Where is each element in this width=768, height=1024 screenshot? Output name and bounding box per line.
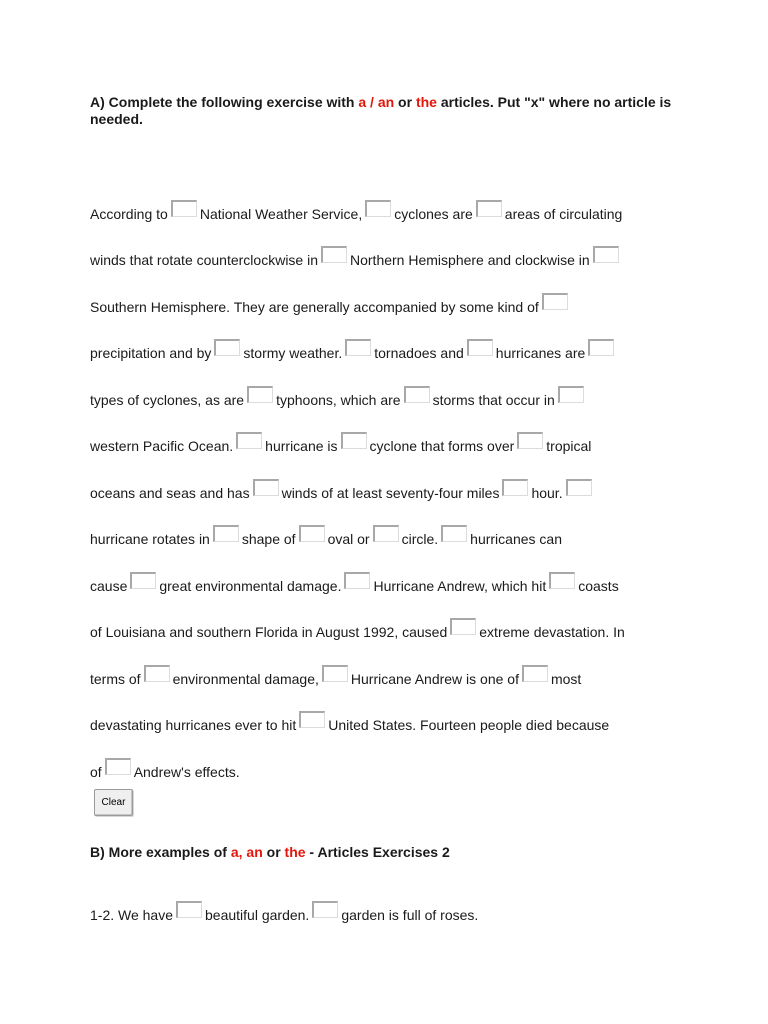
heading-b-text: or <box>262 844 285 860</box>
passage-text: Andrew's effects. <box>133 763 240 780</box>
passage-text: circle. <box>401 531 439 547</box>
heading-b-text: - Articles Exercises 2 <box>305 844 450 860</box>
passage-text: most <box>550 670 582 687</box>
passage-text: devastating hurricanes ever to hit <box>90 717 297 733</box>
passage-text: Southern Hemisphere. They are generally accompanied by some kind of <box>90 298 539 315</box>
answer-blank-input[interactable] <box>247 386 273 403</box>
answer-blank-input[interactable] <box>130 572 156 589</box>
answer-blank-input[interactable] <box>299 711 325 728</box>
passage-text: Hurricane Andrew is one of <box>350 670 519 687</box>
answer-blank-input[interactable] <box>322 665 348 682</box>
answer-blank-input[interactable] <box>476 200 502 217</box>
passage-line <box>90 733 730 780</box>
answer-blank-input[interactable] <box>236 432 262 449</box>
heading-a-text: A) Complete the following exercise with <box>90 94 359 110</box>
passage-text: hurricanes are <box>495 345 586 361</box>
passage-text: hour. <box>531 484 563 501</box>
passage-text: hurricane rotates in <box>90 531 210 547</box>
passage-text: hurricanes can <box>470 531 562 547</box>
answer-blank-input[interactable] <box>344 572 370 589</box>
section-b-heading <box>90 844 450 861</box>
passage-text: types of cyclones, as are <box>90 391 245 408</box>
answer-blank-input[interactable] <box>341 432 367 449</box>
answer-blank-input[interactable] <box>176 901 202 918</box>
passage-text: environmental damage, <box>172 670 319 687</box>
answer-blank-input[interactable] <box>321 246 347 263</box>
answer-blank-input[interactable] <box>144 665 170 682</box>
passage-text: winds of at least seventy-four miles <box>281 484 500 501</box>
answer-blank-input[interactable] <box>171 200 197 217</box>
heading-b-the-highlight: the <box>284 844 306 860</box>
answer-blank-input[interactable] <box>299 525 325 542</box>
passage-text: great environmental damage. <box>159 577 342 594</box>
heading-a-the-highlight: the <box>415 94 437 110</box>
answer-blank-input[interactable] <box>373 525 399 542</box>
passage-text: hurricane is <box>265 438 338 454</box>
answer-blank-input[interactable] <box>404 386 430 403</box>
heading-a-text: or <box>394 94 416 110</box>
passage-line <box>90 454 730 501</box>
answer-blank-input[interactable] <box>522 665 548 682</box>
heading-a-text: articles. Put "x" where no article is needed. <box>90 94 672 127</box>
passage-text: areas of circulating <box>504 205 623 222</box>
passage-line <box>90 594 730 641</box>
passage-text: beautiful garden. <box>205 906 310 923</box>
answer-blank-input[interactable] <box>450 618 476 635</box>
answer-blank-input[interactable] <box>105 758 131 775</box>
passage-text: Hurricane Andrew, which hit <box>373 577 547 594</box>
passage-line <box>90 175 730 222</box>
heading-b-a-highlight: a <box>230 844 239 860</box>
passage-line <box>90 408 730 455</box>
answer-blank-input[interactable] <box>253 479 279 496</box>
answer-blank-input[interactable] <box>593 246 619 263</box>
answer-blank-input[interactable] <box>214 339 240 356</box>
passage-text: garden is full of roses. <box>341 906 479 923</box>
passage-line <box>90 687 730 734</box>
passage-text: of <box>90 763 102 780</box>
passage-text: precipitation and by <box>90 345 212 361</box>
passage-line <box>90 361 730 408</box>
answer-blank-input[interactable] <box>467 339 493 356</box>
passage-text: cause <box>90 577 128 594</box>
passage-text: Northern Hemisphere and clockwise in <box>350 252 590 268</box>
answer-blank-input[interactable] <box>345 339 371 356</box>
passage-text: typhoons, which are <box>276 391 401 408</box>
passage-text: tropical <box>546 438 592 454</box>
passage-text: United States. Fourteen people died because <box>328 717 610 733</box>
heading-b-comma: , <box>238 844 247 860</box>
answer-blank-input[interactable] <box>502 479 528 496</box>
passage-text: winds that rotate counterclockwise in <box>90 252 318 268</box>
passage-text: cyclone that forms over <box>369 438 515 454</box>
passage-text: western Pacific Ocean. <box>90 438 234 454</box>
passage-text: storms that occur in <box>432 391 555 408</box>
section-a-heading <box>90 94 690 128</box>
answer-blank-input[interactable] <box>517 432 543 449</box>
section-b-exercise-line <box>90 876 730 923</box>
passage-text: oceans and seas and has <box>90 484 250 501</box>
passage-text: shape of <box>241 531 296 547</box>
passage-line <box>90 315 730 362</box>
answer-blank-input[interactable] <box>566 479 592 496</box>
passage-line <box>90 268 730 315</box>
passage-text: cyclones are <box>394 205 473 222</box>
passage-text: tornadoes and <box>374 345 464 361</box>
passage-line <box>90 640 730 687</box>
clear-button[interactable]: Clear <box>94 789 133 816</box>
passage-text: National Weather Service, <box>199 205 363 222</box>
answer-blank-input[interactable] <box>558 386 584 403</box>
answer-blank-input[interactable] <box>312 901 338 918</box>
exercise-passage <box>90 175 730 780</box>
answer-blank-input[interactable] <box>549 572 575 589</box>
passage-line <box>90 222 730 269</box>
answer-blank-input[interactable] <box>441 525 467 542</box>
passage-text: 1-2. We have <box>90 906 174 923</box>
passage-line <box>90 547 730 594</box>
passage-text: terms of <box>90 670 141 687</box>
heading-b-an-highlight: an <box>246 844 263 860</box>
heading-b-text: B) More examples of <box>90 844 231 860</box>
passage-text: oval or <box>327 531 370 547</box>
answer-blank-input[interactable] <box>365 200 391 217</box>
passage-text: extreme devastation. In <box>479 624 625 640</box>
answer-blank-input[interactable] <box>213 525 239 542</box>
heading-a-articles-highlight: a / an <box>358 94 395 110</box>
passage-line <box>90 501 730 548</box>
answer-blank-input[interactable] <box>588 339 614 356</box>
answer-blank-input[interactable] <box>542 293 568 310</box>
passage-text: According to <box>90 205 168 222</box>
passage-text: of Louisiana and southern Florida in August 1992, caused <box>90 624 448 640</box>
passage-text: stormy weather. <box>243 345 343 361</box>
passage-text: coasts <box>578 577 619 594</box>
